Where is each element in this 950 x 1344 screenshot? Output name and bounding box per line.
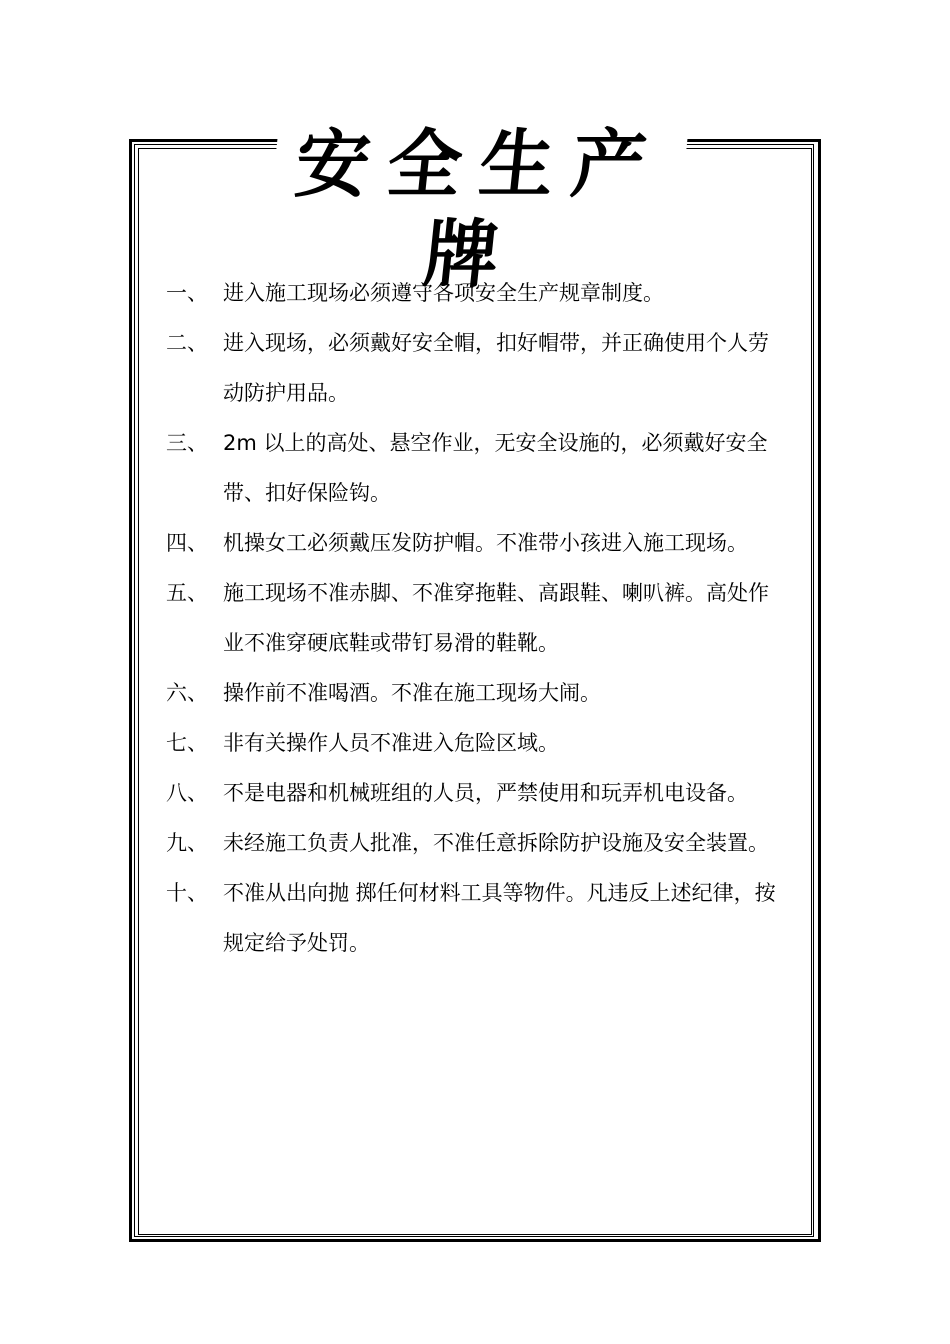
rule-text: 进入现场，必须戴好安全帽，扣好帽带，并正确使用个人劳 (223, 331, 769, 355)
rule-item (166, 268, 811, 318)
rule-text: 带、扣好保险钩。 (223, 481, 391, 505)
rule-item (166, 668, 811, 718)
rule-item (166, 718, 811, 768)
rule-item (166, 568, 811, 668)
rule-item (166, 868, 811, 968)
rule-number: 二、 (166, 331, 208, 355)
rule-text: 2m 以上的高处、悬空作业，无安全设施的，必须戴好安全 (223, 431, 768, 455)
rule-item (166, 818, 811, 868)
rule-text: 进入施工现场必须遵守各项安全生产规章制度。 (223, 281, 664, 305)
rule-number: 六、 (166, 681, 208, 705)
rule-text: 未经施工负责人批准，不准任意拆除防护设施及安全装置。 (223, 831, 769, 855)
page-title: 安全生产牌 (261, 120, 690, 300)
rule-text: 动防护用品。 (223, 381, 349, 405)
rule-number: 一、 (166, 281, 208, 305)
rule-number: 五、 (166, 581, 208, 605)
rule-text: 机操女工必须戴压发防护帽。不准带小孩进入施工现场。 (223, 531, 748, 555)
rule-item (166, 418, 811, 518)
rule-item (166, 318, 811, 418)
rule-number: 四、 (166, 531, 208, 555)
rule-text: 不是电器和机械班组的人员，严禁使用和玩弄机电设备。 (223, 781, 748, 805)
rule-number: 十、 (166, 881, 208, 905)
rule-number: 七、 (166, 731, 208, 755)
rule-text: 业不准穿硬底鞋或带钉易滑的鞋靴。 (223, 631, 559, 655)
rule-number: 八、 (166, 781, 208, 805)
rule-item (166, 768, 811, 818)
rule-number: 九、 (166, 831, 208, 855)
rule-text: 操作前不准喝酒。不准在施工现场大闹。 (223, 681, 601, 705)
rule-text: 非有关操作人员不准进入危险区域。 (223, 731, 559, 755)
rule-text: 不准从出向抛 掷任何材料工具等物件。凡违反上述纪律，按 (223, 881, 776, 905)
rule-text: 规定给予处罚。 (223, 931, 370, 955)
rule-text: 施工现场不准赤脚、不准穿拖鞋、高跟鞋、喇叭裤。高处作 (223, 581, 769, 605)
rules-list (166, 268, 811, 968)
rule-item (166, 518, 811, 568)
rule-number: 三、 (166, 431, 208, 455)
